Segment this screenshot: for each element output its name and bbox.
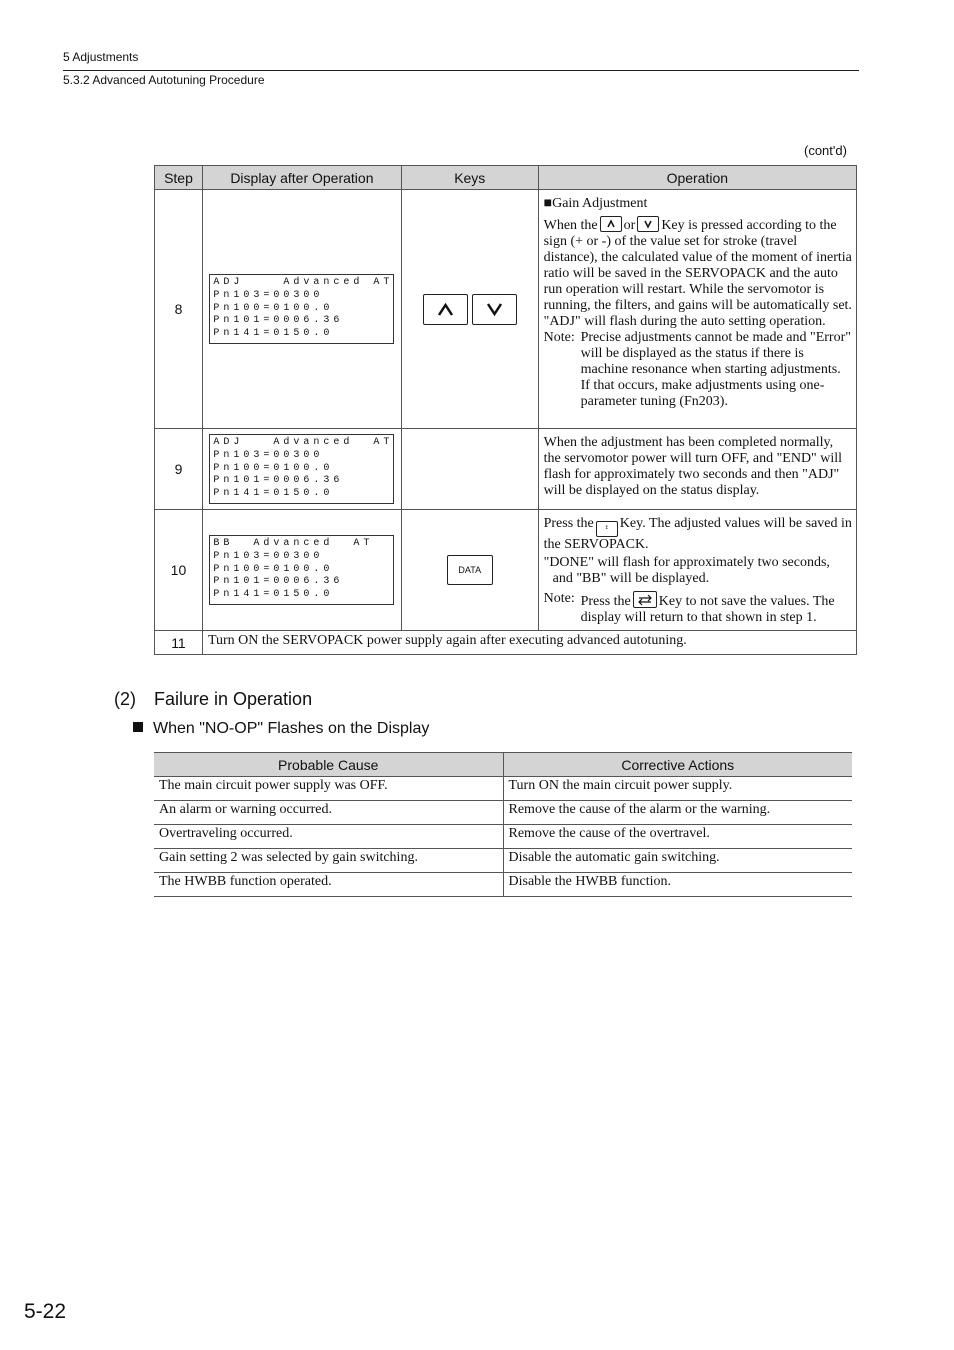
step-number: 10 [155,510,203,631]
step-8-row [155,190,857,429]
note [544,330,852,410]
up-key-icon [600,216,622,232]
failure-table [154,752,852,897]
action-cell: Remove the cause of the alarm or the warning. [503,801,852,825]
keys-cell [401,510,538,631]
table-row [154,825,852,849]
action-cell: Disable the HWBB function. [503,873,852,897]
up-key-icon [423,294,468,325]
page-number: 5-22 [24,1300,67,1323]
step-10-row [155,510,857,631]
table-row [154,801,852,825]
keys-cell [401,190,538,429]
display-cell [202,429,401,510]
header-corrective-actions: Corrective Actions [503,753,852,777]
step-number: 9 [155,429,203,510]
note [544,591,852,626]
operation-cell [538,190,856,429]
data-key-icon: ↥ [596,521,618,537]
lcd-display: BB Advanced AT Pn103=00300 Pn100=0100.0 Pn101=0006.36 Pn141=0150.0 [209,535,394,605]
step-9-row [155,429,857,510]
note-text-rest: Key to not save the values. The display will return to that shown in step 1. [580,594,835,625]
data-key-icon: DATA [447,555,493,585]
table-row [154,777,852,801]
cause-cell: Gain setting 2 was selected by gain switching. [154,849,503,873]
action-cell: Turn ON the main circuit power supply. [503,777,852,801]
operation-cell [538,510,856,631]
continued-label: (cont'd) [804,143,847,158]
failure-header-row [154,753,852,777]
header-probable-cause: Probable Cause [154,753,503,777]
keys-cell [401,429,538,510]
bullet-square-icon: ■ [543,196,553,211]
cause-cell: Overtraveling occurred. [154,825,503,849]
step-number: 8 [155,190,203,429]
header-step: Step [155,166,203,190]
mode-set-key-icon [633,591,657,608]
section-number: (2) [114,689,136,709]
op-text-press: Press the [543,516,594,531]
cause-cell: An alarm or warning occurred. [154,801,503,825]
operation-cell [538,429,856,510]
step-11-text: Turn ON the SERVOPACK power supply again after executing advanced autotuning. [202,631,856,655]
lcd-display: ADJ Advanced AT Pn103=00300 Pn100=0100.0 Pn101=0006.36 Pn141=0150.0 [209,274,394,344]
bullet-square-icon [133,722,143,732]
op-text-or: or [623,218,636,233]
display-cell [202,190,401,429]
header-keys: Keys [401,166,538,190]
action-cell: Remove the cause of the overtravel. [503,825,852,849]
op-text-body: Key is pressed according to the sign (+ or -) of the value set for stroke (travel distance), the calculated value of the moment of inertia ratio will be saved in the SERVOPACK and the auto run operation will restart. While the servomotor is running, the filters, and gains will be automatically set. "ADJ" will flash during the auto setting operation. [543,218,852,329]
down-key-icon [637,216,659,232]
op-text: When the adjustment has been completed normally, the servomotor power will turn OFF, and "END" will flash for approximately two seconds and then "ADJ" will be displayed on the status display. [543,435,843,498]
header-rule [63,70,859,71]
subheading [133,720,429,738]
note-text [581,591,852,626]
step-11-row [155,631,857,655]
op-text-saved: Key. The adjusted values will be saved in the SERVOPACK. [543,516,852,552]
note-text-press: Press the [580,594,631,609]
table-row [154,873,852,897]
chapter-header: 5 Adjustments [63,50,139,64]
op-text-done: "DONE" will flash for approximately two seconds, and "BB" will be displayed. [543,555,830,586]
header-display: Display after Operation [202,166,401,190]
cause-cell: The main circuit power supply was OFF. [154,777,503,801]
cause-cell: The HWBB function operated. [154,873,503,897]
section-heading [114,689,312,710]
section-header: 5.3.2 Advanced Autotuning Procedure [63,73,265,87]
procedure-table [154,165,857,655]
action-cell: Disable the automatic gain switching. [503,849,852,873]
subheading-text: When "NO-OP" Flashes on the Display [153,720,430,737]
header-operation: Operation [538,166,856,190]
note-label: Note: [543,591,575,606]
step-number: 11 [155,631,203,655]
note-text: Precise adjustments cannot be made and "Error" will be displayed as the status if there is machine resonance when starting adjustments. If that occurs, make adjustments using one-parameter tuning (Fn203). [580,330,851,409]
op-text-when: When the [543,218,598,233]
display-cell [202,510,401,631]
down-key-icon [472,294,517,325]
table-row [154,849,852,873]
procedure-header-row [155,166,857,190]
section-title: Failure in Operation [154,689,313,709]
lcd-display: ADJ Advanced AT Pn103=00300 Pn100=0100.0 Pn101=0006.36 Pn141=0150.0 [209,434,394,504]
note-label: Note: [543,330,575,345]
gain-adjustment-title: Gain Adjustment [552,196,648,211]
